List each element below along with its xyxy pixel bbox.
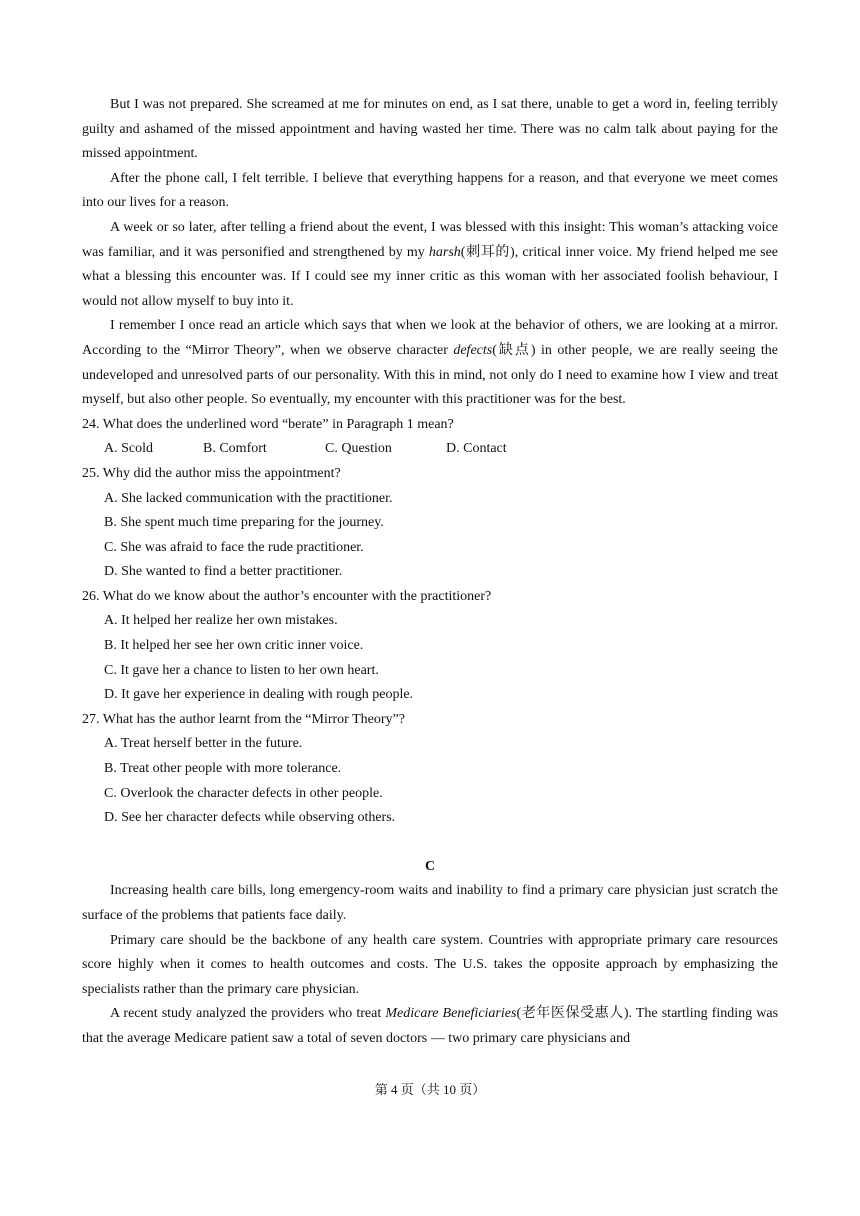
option-b: B. It helped her see her own critic inner voice.: [104, 638, 364, 654]
vocab-term: harsh: [428, 244, 461, 260]
paragraph: But I was not prepared. She screamed at me for minutes on end, as I sat there, unable to get a word in, feeling terribly guilty and ashamed of the missed appointment and having wasted her time. There was no calm talk about paying for the missed appointment.: [82, 97, 778, 162]
option-d: D. It gave her experience in dealing with rough people.: [104, 687, 414, 703]
option-d: D. She wanted to find a better practitioner.: [104, 564, 343, 580]
vocab-gloss: (老年医保受惠人): [516, 1006, 629, 1022]
document-page: [82, 93, 778, 1052]
option-c: C. It gave her a chance to listen to her own heart.: [104, 662, 379, 678]
question-24-options: [82, 437, 778, 462]
question-26: 26. What do we know about the author’s encounter with the practitioner?: [82, 588, 492, 604]
paragraph: A week or so later, after telling a friend about the event, I was blessed with this insight: This woman’s attacking voice was familiar, and it was personified and strengthened by my harsh(刺耳的), critical inner voice. My friend helped me see what a blessing this encounter was. If I could see my inner critic as this woman with her associated foolish behaviour, I would not allow myself to buy into it.: [82, 219, 778, 309]
option-a: A. It helped her realize her own mistakes.: [104, 613, 338, 629]
option-b: B. Comfort: [203, 441, 267, 457]
paragraph: I remember I once read an article which says that when we look at the behavior of others, we are looking at a mirror. According to the “Mirror Theory”, when we observe character defects(缺点) in other people, we are really seeing the undeveloped and unresolved parts of our personality. With this in mind, not only do I need to examine how I view and treat myself, but also other people. So eventually, my encounter with this practitioner was for the best.: [82, 318, 778, 408]
option-d: D. See her character defects while observing others.: [104, 810, 396, 826]
option-a: A. She lacked communication with the practitioner.: [104, 490, 393, 506]
page-footer: 第 4 页（共 10 页）: [374, 1082, 486, 1097]
question-27: 27. What has the author learnt from the “Mirror Theory”?: [82, 711, 405, 727]
option-c: C. She was afraid to face the rude practitioner.: [104, 539, 364, 555]
vocab-term: Medicare Beneficiaries: [385, 1006, 517, 1022]
option-d: D. Contact: [446, 441, 507, 457]
paragraph: Increasing health care bills, long emergency-room waits and inability to find a primary care physician just scratch the surface of the problems that patients face daily.: [82, 883, 778, 923]
option-b: B. She spent much time preparing for the journey.: [104, 515, 384, 531]
question-24: 24. What does the underlined word “berate” in Paragraph 1 mean?: [82, 416, 454, 432]
vocab-gloss: (缺点): [492, 342, 536, 358]
section-heading: C: [424, 858, 436, 874]
paragraph: Primary care should be the backbone of any health care system. Countries with appropriate primary care resources score highly when it comes to health outcomes and costs. The U.S. takes the opposite approach by emphasizing the specialists rather than the primary care physician.: [82, 932, 778, 997]
option-b: B. Treat other people with more tolerance.: [104, 761, 342, 777]
paragraph: After the phone call, I felt terrible. I believe that everything happens for a reason, and that everyone we meet comes into our lives for a reason.: [82, 170, 778, 211]
paragraph: A recent study analyzed the providers who treat Medicare Beneficiaries(老年医保受惠人). The startling finding was that the average Medicare patient saw a total of seven doctors — two primary care physicians and: [82, 1006, 779, 1046]
question-25: 25. Why did the author miss the appointment?: [82, 465, 341, 481]
vocab-term: defects: [453, 342, 493, 358]
option-a: A. Treat herself better in the future.: [104, 736, 303, 752]
option-c: C. Question: [325, 441, 392, 457]
option-c: C. Overlook the character defects in other people.: [104, 785, 383, 801]
vocab-gloss: (刺耳的): [460, 244, 515, 260]
option-a: A. Scold: [104, 441, 153, 457]
